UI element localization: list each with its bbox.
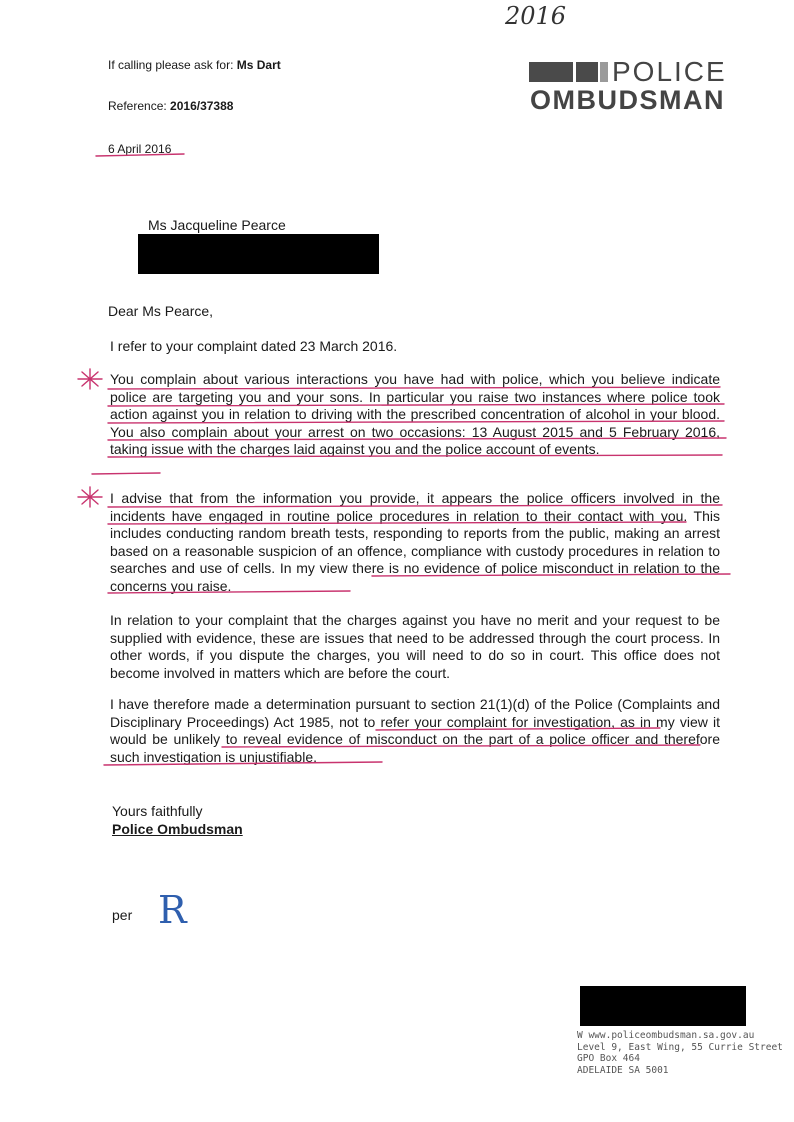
footer-contact-redaction xyxy=(580,986,746,1026)
logo-police-text: POLICE xyxy=(612,56,727,87)
paragraph-4: In relation to your complaint that the charges against you have no merit and your request to be supplied with evidence, these are issues that need to be addressed through the court process. In other words, if you dispute the charges, you will need to do so in court. This office does not become involved in matters which are before the court. xyxy=(110,612,720,681)
handwritten-year-note: 2016 xyxy=(505,2,567,30)
recipient-name: Ms Jacqueline Pearce xyxy=(148,217,286,233)
per-label: per xyxy=(112,907,133,923)
p2-underline-6 xyxy=(92,473,160,474)
reference-value: 2016/37388 xyxy=(170,99,234,113)
contact-name: Ms Dart xyxy=(236,58,281,72)
asterisk-mark-2 xyxy=(78,487,102,507)
salutation: Dear Ms Pearce, xyxy=(108,303,214,319)
logo-ombudsman-text: OMBUDSMAN xyxy=(530,85,725,115)
footer-web: W www.policeombudsman.sa.gov.au xyxy=(577,1030,755,1041)
recipient-address-redaction xyxy=(138,234,379,274)
signatory: Police Ombudsman xyxy=(112,821,243,837)
handwritten-signature: R xyxy=(158,888,187,932)
paragraph-2: You complain about various interactions you have had with police, which you believe indicate police are targeting you and your sons. In particular you raise two instances where police took action against you in relation to driving with the prescribed concentration of alcohol in your blood. You also complain about your arrest on two occasions: 13 August 2015 and 5 February 2016, taking issue with the charges laid against you and the police account of events. xyxy=(110,371,720,457)
letter-date: 6 April 2016 xyxy=(108,142,172,156)
footer-address-line3: ADELAIDE SA 5001 xyxy=(577,1064,669,1076)
footer-address-line2: GPO Box 464 xyxy=(577,1053,640,1064)
paragraph-3: I advise that from the information you provide, it appears the police officers involved in the incidents have engaged in routine police procedures in relation to their contact with you. This includes conducting random breath tests, responding to reports from the public, making an arrest based on a reasonable suspicion of an offence, compliance with custody procedures in relation to searches and use of cells. In my view there is no evidence of police misconduct in relation to the concerns you raise. xyxy=(110,490,720,594)
footer-address-block xyxy=(577,1030,783,1076)
reference-line xyxy=(108,99,233,113)
contact-label: If calling please ask for: xyxy=(108,58,234,72)
closing: Yours faithfully xyxy=(112,803,203,819)
reference-label: Reference: xyxy=(108,99,167,113)
asterisk-mark-1 xyxy=(78,369,102,389)
contact-line xyxy=(108,58,281,72)
paragraph-1: I refer to your complaint dated 23 March 2016. xyxy=(110,338,398,354)
paragraph-5: I have therefore made a determination pursuant to section 21(1)(d) of the Police (Complaints and Disciplinary Proceedings) Act 1985, not to refer your complaint for investigation, as in my view it would be unlikely to reveal evidence of misconduct on the part of a police officer and therefore such investigation is unjustifiable. xyxy=(110,696,720,765)
footer-address-line1: Level 9, East Wing, 55 Currie Street xyxy=(577,1041,783,1053)
